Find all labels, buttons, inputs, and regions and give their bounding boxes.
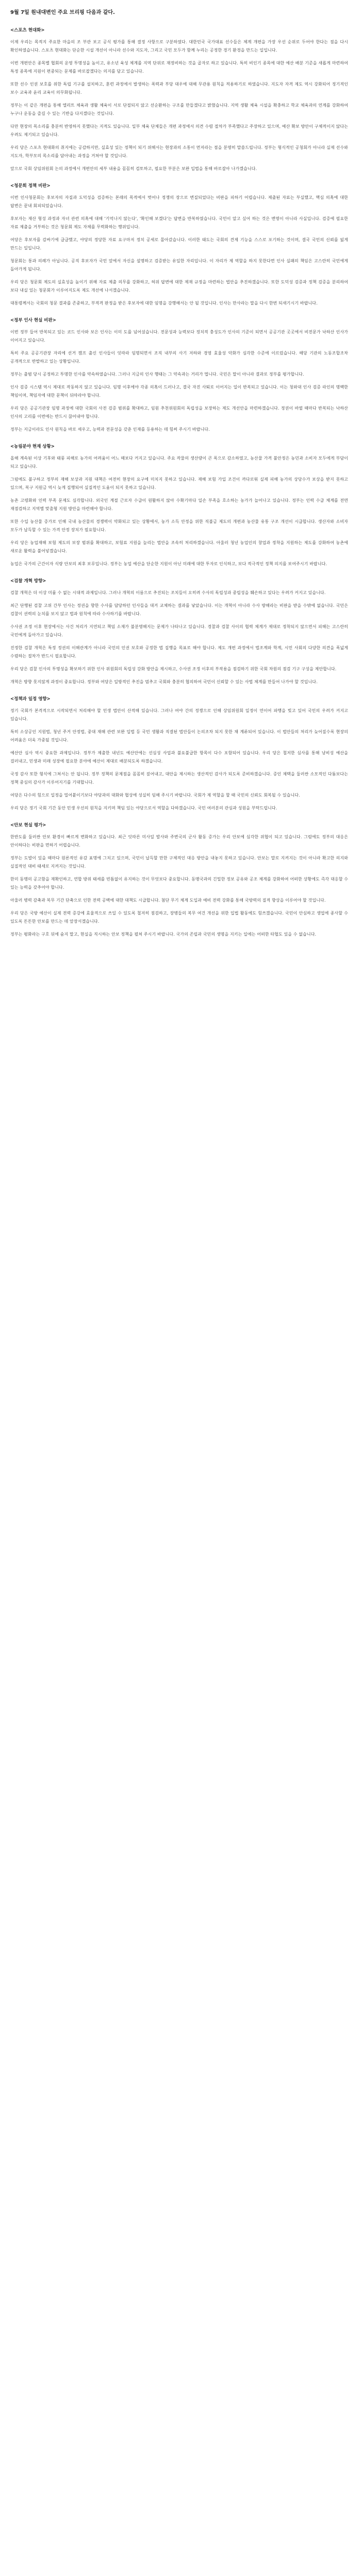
section-paragraph: 정부는 도발이 있을 때마다 원론적인 유감 표명에 그치고 있으며, 국민이 납득할 만한 구체적인 대응 방안을 내놓지 못하고 있습니다. 안보는 말로 지켜지는 것이 아니라 확고한 의지와 실질적인 대비 태세로 지켜지는 것입니다.	[10, 856, 348, 869]
section-paragraph: 정부는 지금이라도 인사 원칙을 바로 세우고, 능력과 전문성을 갖춘 인재를 등용하는 데 힘써 주시기 바랍니다.	[10, 427, 210, 432]
section-heading: <정책과 일정 영향>	[10, 697, 51, 702]
section-paragraph: 이번 인사청문회는 후보자의 자질과 도덕성을 검증하는 본래의 목적에서 벗어나 정쟁의 장으로 변질되었다는 비판을 피하기 어렵습니다. 제출된 자료는 부실했고, 핵심 의혹에 대한 답변은 끝내 회피되었습니다.	[10, 195, 348, 208]
section-paragraph: 청문회는 통과 의례가 아닙니다. 공직 후보자가 국민 앞에서 자신을 설명하고 검증받는 유일한 자리입니다. 이 자리가 제 역할을 하지 못한다면 인사 실패의 책임은 고스란히 국민에게 돌아가게 됩니다.	[10, 259, 348, 272]
section-paragraph: 정부는 이 같은 개편을 통해 엘리트 체육과 생활 체육이 서로 단절되지 않고 선순환하는 구조를 만들겠다고 밝혔습니다. 지역 생활 체육 시설을 확충하고 학교 체육과의 연계를 강화하여 누구나 운동을 즐길 수 있는 기반을 다지겠다는 것입니다.	[10, 103, 348, 116]
section-paragraph: 이번 정부 들어 반복되고 있는 코드 인사와 보은 인사는 이미 도를 넘어섰습니다. 전문성과 능력보다 정치적 충성도가 인사의 기준이 되면서 공공기관 곳곳에서 비전문가 낙하산 인사가 이어지고 있습니다.	[10, 330, 348, 343]
section-paragraph: 우리 당은 정기 국회 기간 동안 민생 우선의 원칙을 지키며 책임 있는 야당으로서 역할을 다하겠습니다. 국민 여러분의 관심과 성원을 부탁드립니다.	[10, 806, 277, 810]
section-paragraph: 이제 우리는 목적지 주요한 마을의 조 부관 보고 공식 평가를 통해 결정 사항으로 구분하였다. 대한민국 국가대표 선수들은 체계 개편을 가장 우선 순위로 두어야 한다는 점을 다시 확인하였습니다. 스포츠 현대화는 단순한 시설 개선이 아니라 선수와 지도자, 그리고 국민 모두가 함께 누리는 공정한 경기 환경을 만드는 일입니다.	[10, 40, 348, 53]
section-paragraph: 또한 수입 농산물 증가로 인해 국내 농산물의 경쟁력이 약화되고 있는 상황에서, 농가 소득 안정을 위한 직불금 제도의 개편과 농산물 유통 구조 개선이 시급합니다. 생산자와 소비자 모두가 납득할 수 있는 가격 안정 장치가 필요합니다.	[10, 519, 348, 532]
section-paragraph: 올해 계속된 이상 기후와 태풍 피해로 농가의 어려움이 어느 때보다 커지고 있습니다. 주요 작물의 생산량이 큰 폭으로 감소하였고, 농산물 가격 불안정은 농민과 소비자 모두에게 부담이 되고 있습니다.	[10, 456, 348, 469]
briefing-section	[10, 822, 348, 939]
section-paragraph: 여당은 후보자를 감싸기에 급급했고, 야당의 정당한 자료 요구마저 정치 공세로 몰아갔습니다. 이러한 태도는 국회의 견제 기능을 스스로 포기하는 것이며, 결국 국민의 신뢰를 잃게 만드는 일입니다.	[10, 238, 348, 250]
section-paragraph: 수사권 조정 이후 현장에서는 사건 처리가 지연되고 책임 소재가 불분명해지는 문제가 나타나고 있습니다. 경찰과 검찰 사이의 협력 체계가 제대로 정착되지 않으면서 피해는 고스란히 국민에게 돌아가고 있습니다.	[10, 624, 348, 637]
section-heading: <청문회 정책 비판>	[10, 183, 51, 189]
section-paragraph: 국정 감사 또한 형식에 그쳐서는 안 됩니다. 정부 정책의 문제점을 꼼꼼히 짚어내고, 대안을 제시하는 생산적인 감사가 되도록 준비하겠습니다. 증인 채택을 둘러싼 소모적인 다툼보다는 정책 중심의 감사가 이루어지기를 기대합니다.	[10, 772, 348, 785]
section-heading: <스포츠 현대화>	[10, 28, 45, 33]
section-heading: <검찰 개혁 방향>	[10, 579, 46, 584]
section-paragraph: 우리 당은 국방 예산이 실제 전력 증강에 효율적으로 쓰일 수 있도록 철저히 점검하고, 장병들의 복무 여건 개선을 위한 입법 활동에도 힘쓰겠습니다. 국민이 안심하고 생업에 종사할 수 있도록 튼튼한 안보를 만드는 데 앞장서겠습니다.	[10, 911, 348, 924]
section-paragraph: 검찰 개혁은 더 이상 미룰 수 없는 시대적 과제입니다. 그러나 개혁의 이름으로 추진되는 조치들이 오히려 수사의 독립성과 중립성을 훼손하고 있다는 우려가 커지고 있습니다.	[10, 590, 326, 595]
section-paragraph: 그럼에도 불구하고 정부의 재해 보상과 지원 대책은 여전히 현장의 요구에 미치지 못하고 있습니다. 재해 보험 가입 조건이 까다로워 실제 피해 농가의 상당수가 보상을 받지 못하고 있으며, 복구 지원금 역시 늦게 집행되어 실질적인 도움이 되지 못하고 있습니다.	[10, 477, 348, 490]
section-paragraph: 대통령께서는 국회의 청문 결과를 존중하고, 부적격 판정을 받은 후보자에 대한 임명을 강행해서는 안 될 것입니다. 인사는 만사라는 말을 다시 한번 되새기시기 바랍니다.	[10, 301, 318, 306]
briefing-section	[10, 578, 348, 686]
section-paragraph: 정기 국회가 본격적으로 시작되면서 처리해야 할 민생 법안이 산적해 있습니다. 그러나 여야 간의 정쟁으로 인해 상임위원회 일정이 연이어 파행을 빚고 있어 국민의 우려가 커지고 있습니다.	[10, 708, 348, 721]
section-heading: <안보 현실 평가>	[10, 823, 46, 828]
briefing-section	[10, 27, 348, 173]
section-paragraph: 농업은 국가의 근간이자 식량 안보의 최후 보루입니다. 정부는 농업 예산을 단순한 지원이 아닌 미래에 대한 투자로 인식하고, 보다 적극적인 정책 의지를 보여주시기 바랍니다.	[10, 562, 327, 566]
section-list	[10, 27, 348, 939]
section-paragraph: 우리 당은 공공기관장 임명 과정에 대한 국회의 사전 검증 범위를 확대하고, 임원 추천위원회의 독립성을 보장하는 제도 개선안을 마련하겠습니다. 정권이 바뀔 때마다 반복되는 낙하산 인사의 고리를 이번에는 반드시 끊어내야 합니다.	[10, 406, 348, 419]
section-paragraph: 우리 당은 스포츠 현대화의 취지에는 공감하지만, 실효성 있는 정책이 되기 위해서는 현장과의 소통이 먼저라는 점을 분명히 말씀드립니다. 정부는 형식적인 공청회가 아니라 실제 선수와 지도자, 학부모의 목소리를 담아내는 과정을 거쳐야 할 것입니다.	[10, 145, 348, 158]
section-paragraph: 농촌 고령화와 인력 부족 문제도 심각합니다. 외국인 계절 근로자 수급이 원활하지 않아 수확기마다 일손 부족을 호소하는 농가가 늘어나고 있습니다. 정부는 인력 수급 체계를 전면 재점검하고 지역별 맞춤형 지원 방안을 마련해야 합니다.	[10, 498, 348, 511]
section-paragraph: 우리 당은 농업재해 보험 제도의 보장 범위를 확대하고, 보험료 지원을 늘리는 법안을 조속히 처리하겠습니다. 아울러 청년 농업인의 창업과 정착을 지원하는 제도를 강화하여 농촌에 새로운 활력을 불어넣겠습니다.	[10, 540, 348, 553]
press-release-document	[10, 9, 348, 948]
section-heading: <농림분야 현재 상황>	[10, 444, 55, 449]
section-paragraph: 특히 소상공인 지원법, 청년 주거 안정법, 중대 재해 관련 보완 입법 등 국민 생활과 직결된 법안들이 논의조차 되지 못한 채 계류되어 있습니다. 이 법안들의 처리가 늦어질수록 현장의 어려움은 더욱 가중될 것입니다.	[10, 730, 348, 742]
briefing-section	[10, 443, 348, 568]
section-paragraph: 개혁은 방향 못지않게 과정이 중요합니다. 정부와 여당은 일방적인 추진을 멈추고 국회와 충분히 협의하여 국민이 신뢰할 수 있는 사법 체계를 만들어 나가야 할 것입니다.	[10, 680, 318, 684]
section-paragraph: 우리 당은 검찰 인사의 투명성을 확보하기 위한 인사 위원회의 독립성 강화 방안을 제시하고, 수사권 조정 이후의 부작용을 점검하기 위한 국회 차원의 점검 기구 구성을 제안합니다.	[10, 667, 337, 671]
section-paragraph: 후보자는 재산 형성 과정과 자녀 관련 의혹에 대해 '기억나지 않는다', '확인해 보겠다'는 답변을 반복하였습니다. 국민이 알고 싶어 하는 것은 변명이 아니라 사실입니다. 검증에 필요한 자료 제출을 거부하는 것은 청문회 제도 자체를 무력화하는 행위입니다.	[10, 216, 348, 229]
section-paragraph: 이번 개편안은 종목별 협회의 운영 투명성을 높이고, 유소년 육성 체계를 지역 단위로 재정비하는 것을 골자로 하고 있습니다. 특히 비인기 종목에 대한 예산 배분 기준을 새롭게 마련하여 특정 종목에 지원이 편중되는 문제를 바로잡겠다는 의지를 담고 있습니다.	[10, 61, 348, 74]
document-title: 9월 7일 원내대변인 주요 브리핑 다음과 같다.	[10, 10, 115, 15]
section-paragraph: 한미 동맹의 공고함을 재확인하고, 연합 방위 태세를 빈틈없이 유지하는 것이 무엇보다 중요합니다. 동맹국과의 긴밀한 정보 공유와 공조 체계를 강화하여 어떠한 상황에도 즉각 대응할 수 있는 능력을 갖추어야 합니다.	[10, 877, 348, 890]
section-paragraph: 정부는 평화라는 구호 뒤에 숨지 말고, 현실을 직시하는 안보 정책을 펼쳐 주시기 바랍니다. 국가의 존립과 국민의 생명을 지키는 일에는 어떠한 타협도 있을 수 없습니다.	[10, 932, 317, 937]
section-paragraph: 아울러 병력 감축과 복무 기간 단축으로 인한 전력 공백에 대한 대책도 시급합니다. 첨단 무기 체계 도입과 예비 전력 강화를 통해 국방력의 질적 향상을 이루어야 할 것입니다.	[10, 898, 326, 903]
section-paragraph: 최근 단행된 검찰 고위 간부 인사는 정권을 향한 수사를 담당하던 인사들을 대거 교체하는 결과를 낳았습니다. 이는 개혁이 아니라 수사 방해라는 비판을 받을 수밖에 없습니다. 국민은 검찰이 권력의 눈치를 보지 않고 법과 원칙에 따라 수사하기를 바랍니다.	[10, 603, 348, 616]
briefing-section	[10, 696, 348, 812]
section-paragraph: 또한 선수 인권 보호를 위한 독립 기구를 설치하고, 훈련 과정에서 발생하는 폭력과 부당 대우에 대해 무관용 원칙을 적용하기로 하였습니다. 지도자 자격 제도 역시 강화되어 정기적인 보수 교육과 윤리 교육이 의무화됩니다.	[10, 82, 348, 95]
section-paragraph: 특히 주요 공공기관장 자리에 선거 캠프 출신 인사들이 잇따라 임명되면서 조직 내부의 사기 저하와 경영 효율성 악화가 심각한 수준에 이르렀습니다. 해당 기관의 노동조합조차 공개적으로 반발하고 있는 상황입니다.	[10, 351, 348, 364]
section-paragraph: 우리 당은 청문회 제도의 실효성을 높이기 위해 자료 제출 의무를 강화하고, 허위 답변에 대한 제재 규정을 마련하는 법안을 추진하겠습니다. 또한 도덕성 검증과 정책 검증을 분리하여 보다 내실 있는 청문회가 이루어지도록 제도 개선에 나서겠습니다.	[10, 280, 348, 293]
section-paragraph: 예산안 심사 역시 중요한 과제입니다. 정부가 제출한 내년도 예산안에는 선심성 사업과 불요불급한 항목이 다수 포함되어 있습니다. 우리 당은 철저한 심사를 통해 낭비성 예산을 걸러내고, 민생과 미래 성장에 필요한 분야에 예산이 제대로 배분되도록 하겠습니다.	[10, 751, 348, 764]
section-paragraph: 진정한 검찰 개혁은 특정 정권의 이해관계가 아니라 국민의 인권 보호와 공정한 법 집행을 목표로 해야 합니다. 제도 개편 과정에서 법조계와 학계, 시민 사회의 다양한 의견을 폭넓게 수렴하는 절차가 반드시 필요합니다.	[10, 646, 348, 658]
section-paragraph: 인사 검증 시스템 역시 제대로 작동하지 않고 있습니다. 임명 이후에야 각종 의혹이 드러나고, 결국 자진 사퇴로 이어지는 일이 반복되고 있습니다. 이는 청와대 인사 검증 라인의 명백한 책임이며, 책임자에 대한 문책이 뒤따라야 합니다.	[10, 385, 348, 398]
briefing-section	[10, 182, 348, 308]
section-paragraph: 다만 현장의 목소리를 충분히 반영하지 못했다는 지적도 있습니다. 일부 체육 단체들은 개편 과정에서 의견 수렴 절차가 부족했다고 주장하고 있으며, 예산 확보 방안이 구체적이지 않다는 우려도 제기되고 있습니다.	[10, 124, 348, 137]
section-paragraph: 여당은 다수의 힘으로 일정을 밀어붙이기보다 야당과의 대화와 협상에 성실히 임해 주시기 바랍니다. 국회가 제 역할을 할 때 국민의 신뢰도 회복될 수 있습니다.	[10, 793, 300, 798]
briefing-section	[10, 317, 348, 434]
section-paragraph: 한반도를 둘러싼 안보 환경이 빠르게 변화하고 있습니다. 최근 잇따른 미사일 발사와 주변국의 군사 활동 증가는 우리 안보에 심각한 위협이 되고 있습니다. 그럼에도 정부의 대응은 안이하다는 비판을 면하기 어렵습니다.	[10, 835, 348, 848]
section-heading: <정부 인사 현실 비판>	[10, 318, 56, 323]
section-paragraph: 앞으로 국회 상임위원회 논의 과정에서 개편안의 세부 내용을 꼼꼼히 검토하고, 필요한 부분은 보완 입법을 통해 바로잡아 나가겠습니다.	[10, 166, 257, 171]
section-paragraph: 정부는 출범 당시 공정하고 투명한 인사를 약속하였습니다. 그러나 지금의 인사 행태는 그 약속과는 거리가 멉니다. 국민은 말이 아니라 결과로 정부를 평가합니다.	[10, 372, 304, 377]
